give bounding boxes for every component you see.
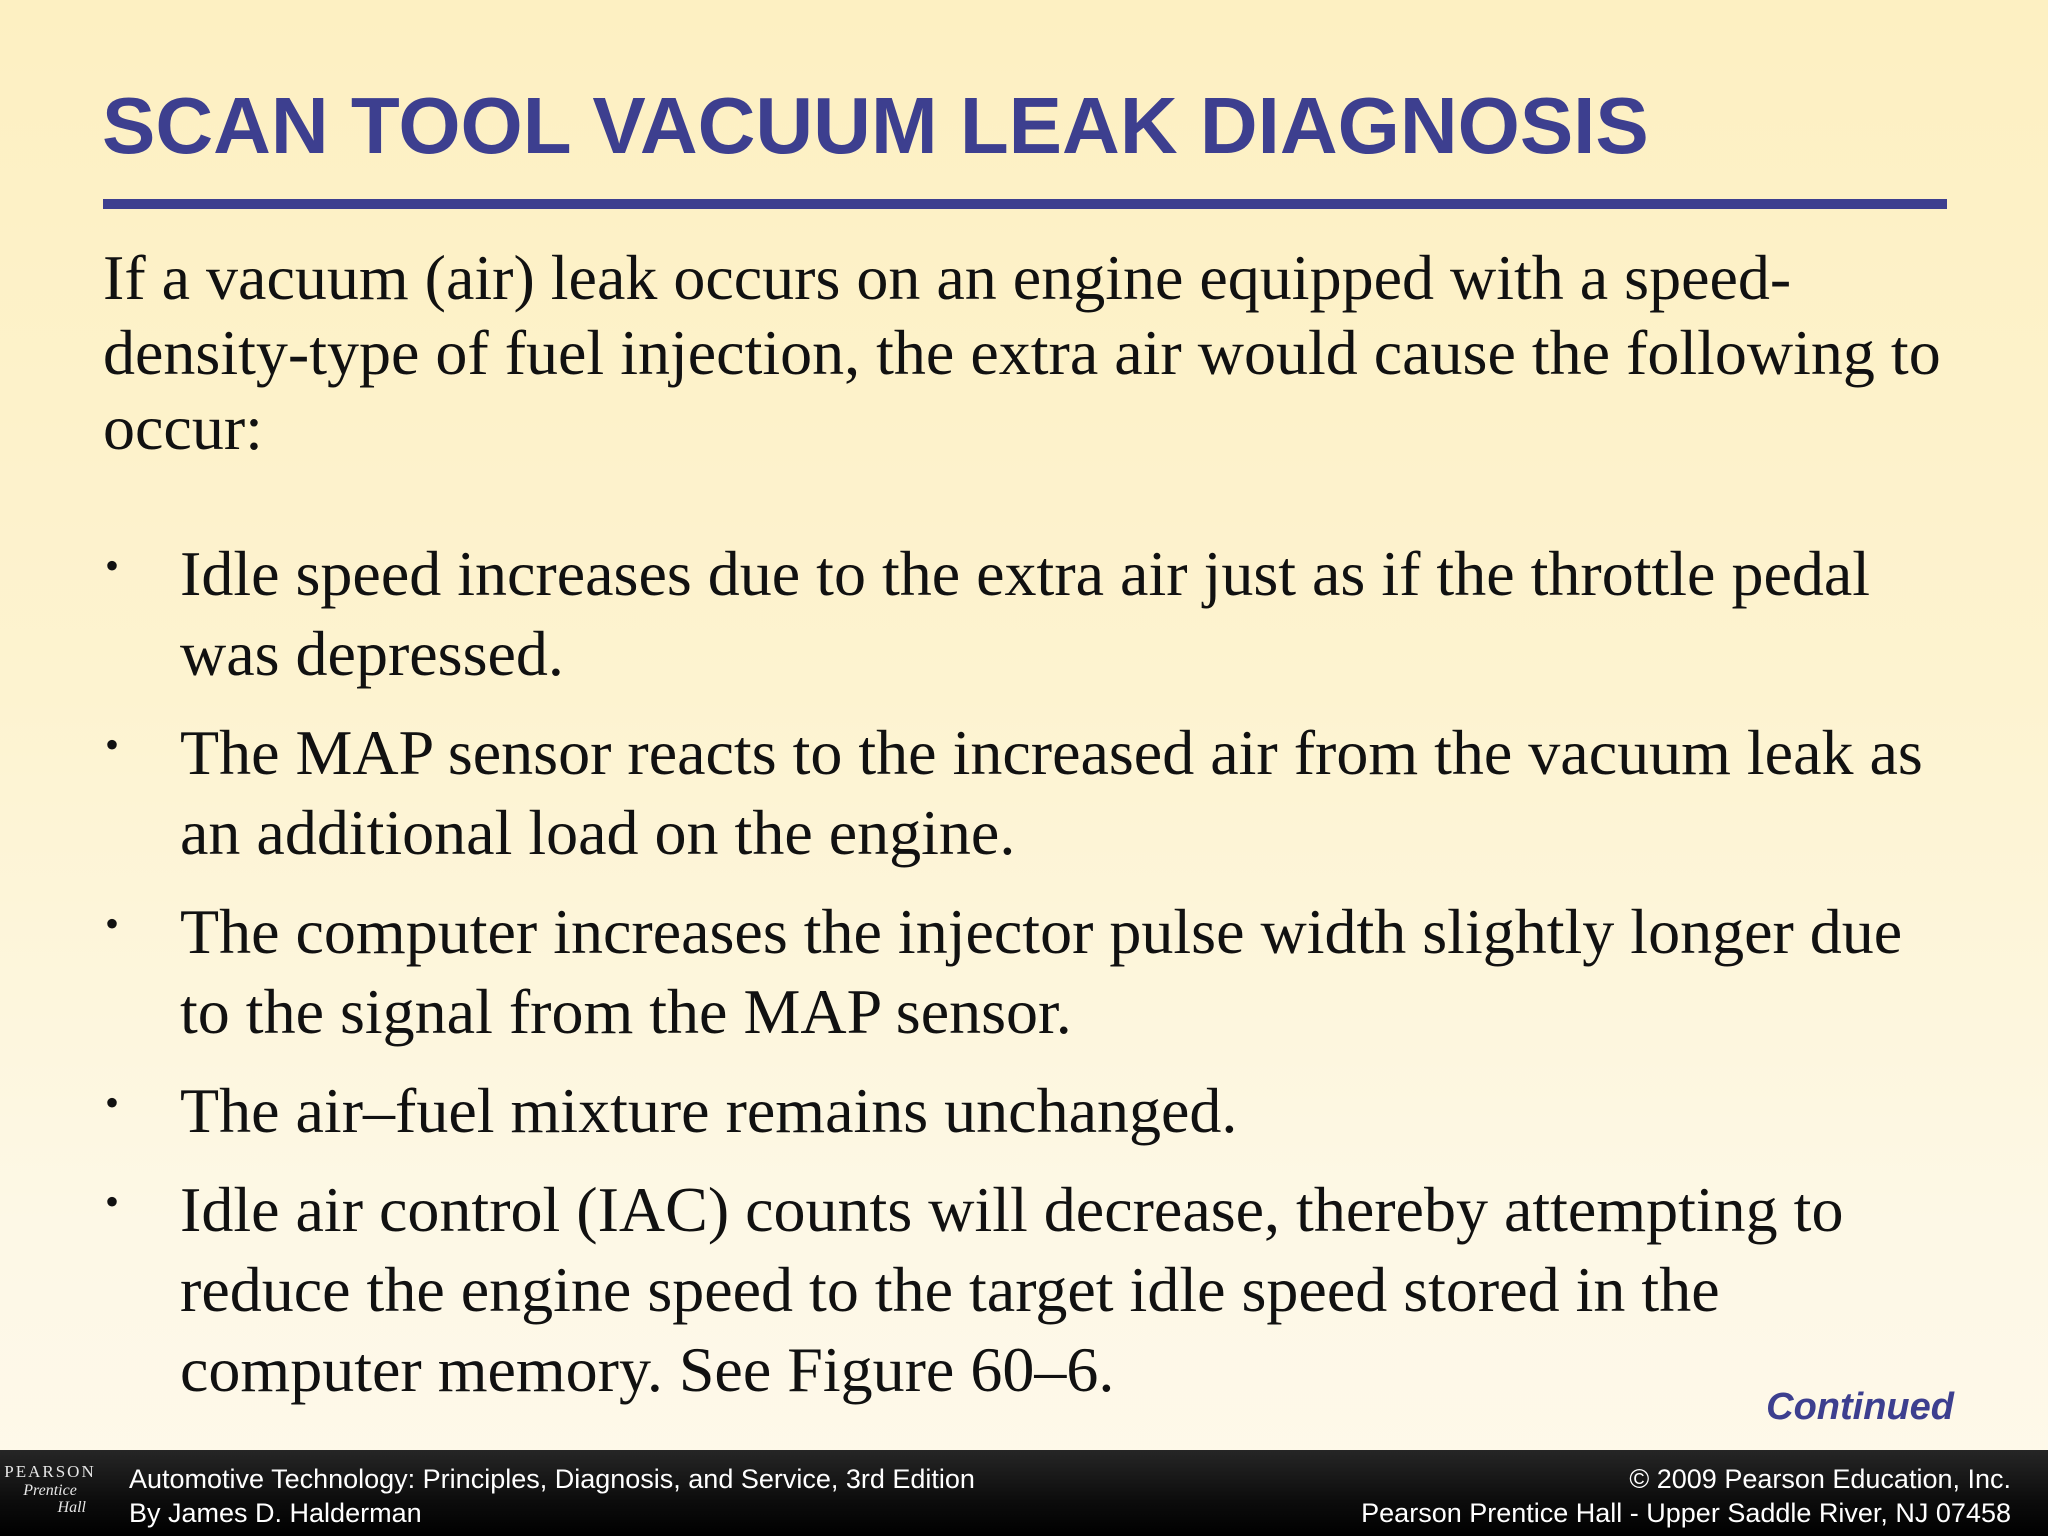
footer-publisher-info xyxy=(1361,1462,2011,1530)
bullet-item xyxy=(103,534,1943,694)
bullet-item xyxy=(103,1170,1943,1410)
footer-book-title: Automotive Technology: Principles, Diagnosis, and Service, 3rd Edition xyxy=(129,1464,975,1494)
slide-title: SCAN TOOL VACUUM LEAK DIAGNOSIS xyxy=(102,81,1649,170)
logo-text-pearson: PEARSON xyxy=(4,1462,96,1481)
bullet-text: The MAP sensor reacts to the increased air from the vacuum leak as an additional load on the engine. xyxy=(180,717,1923,868)
footer-publisher: Pearson Prentice Hall - Upper Saddle River, NJ 07458 xyxy=(1361,1498,2011,1528)
bullet-item xyxy=(103,713,1943,873)
bullet-list xyxy=(103,534,1943,1429)
footer-book-info xyxy=(129,1462,975,1530)
logo-text-prentice: Prentice xyxy=(23,1482,77,1499)
bullet-item xyxy=(103,892,1943,1052)
footer-copyright: © 2009 Pearson Education, Inc. xyxy=(1629,1464,2011,1494)
bullet-text: Idle air control (IAC) counts will decrease, thereby attempting to reduce the engine speed to the target idle speed stored in the computer memory. See Figure 60–6. xyxy=(180,1174,1844,1405)
logo-text-hall: Hall xyxy=(57,1499,86,1516)
title-underline xyxy=(103,199,1947,209)
footer-author: By James D. Halderman xyxy=(129,1498,422,1528)
continued-label: Continued xyxy=(1766,1386,1954,1428)
bullet-icon: • xyxy=(105,722,120,767)
bullet-item xyxy=(103,1071,1943,1151)
bullet-text: The air–fuel mixture remains unchanged. xyxy=(180,1075,1238,1146)
pearson-prentice-hall-logo xyxy=(0,1450,100,1536)
bullet-text: The computer increases the injector pulse width slightly longer due to the signal from the MAP sensor. xyxy=(180,896,1903,1047)
bullet-icon: • xyxy=(105,901,120,946)
intro-paragraph: If a vacuum (air) leak occurs on an engine equipped with a speed-density-type of fuel injection, the extra air would cause the following to occur: xyxy=(103,242,1941,463)
bullet-icon: • xyxy=(105,1179,120,1224)
bullet-icon: • xyxy=(105,543,120,588)
footer-bar xyxy=(0,1450,2048,1536)
bullet-icon: • xyxy=(105,1080,120,1125)
bullet-text: Idle speed increases due to the extra air just as if the throttle pedal was depressed. xyxy=(180,538,1871,689)
